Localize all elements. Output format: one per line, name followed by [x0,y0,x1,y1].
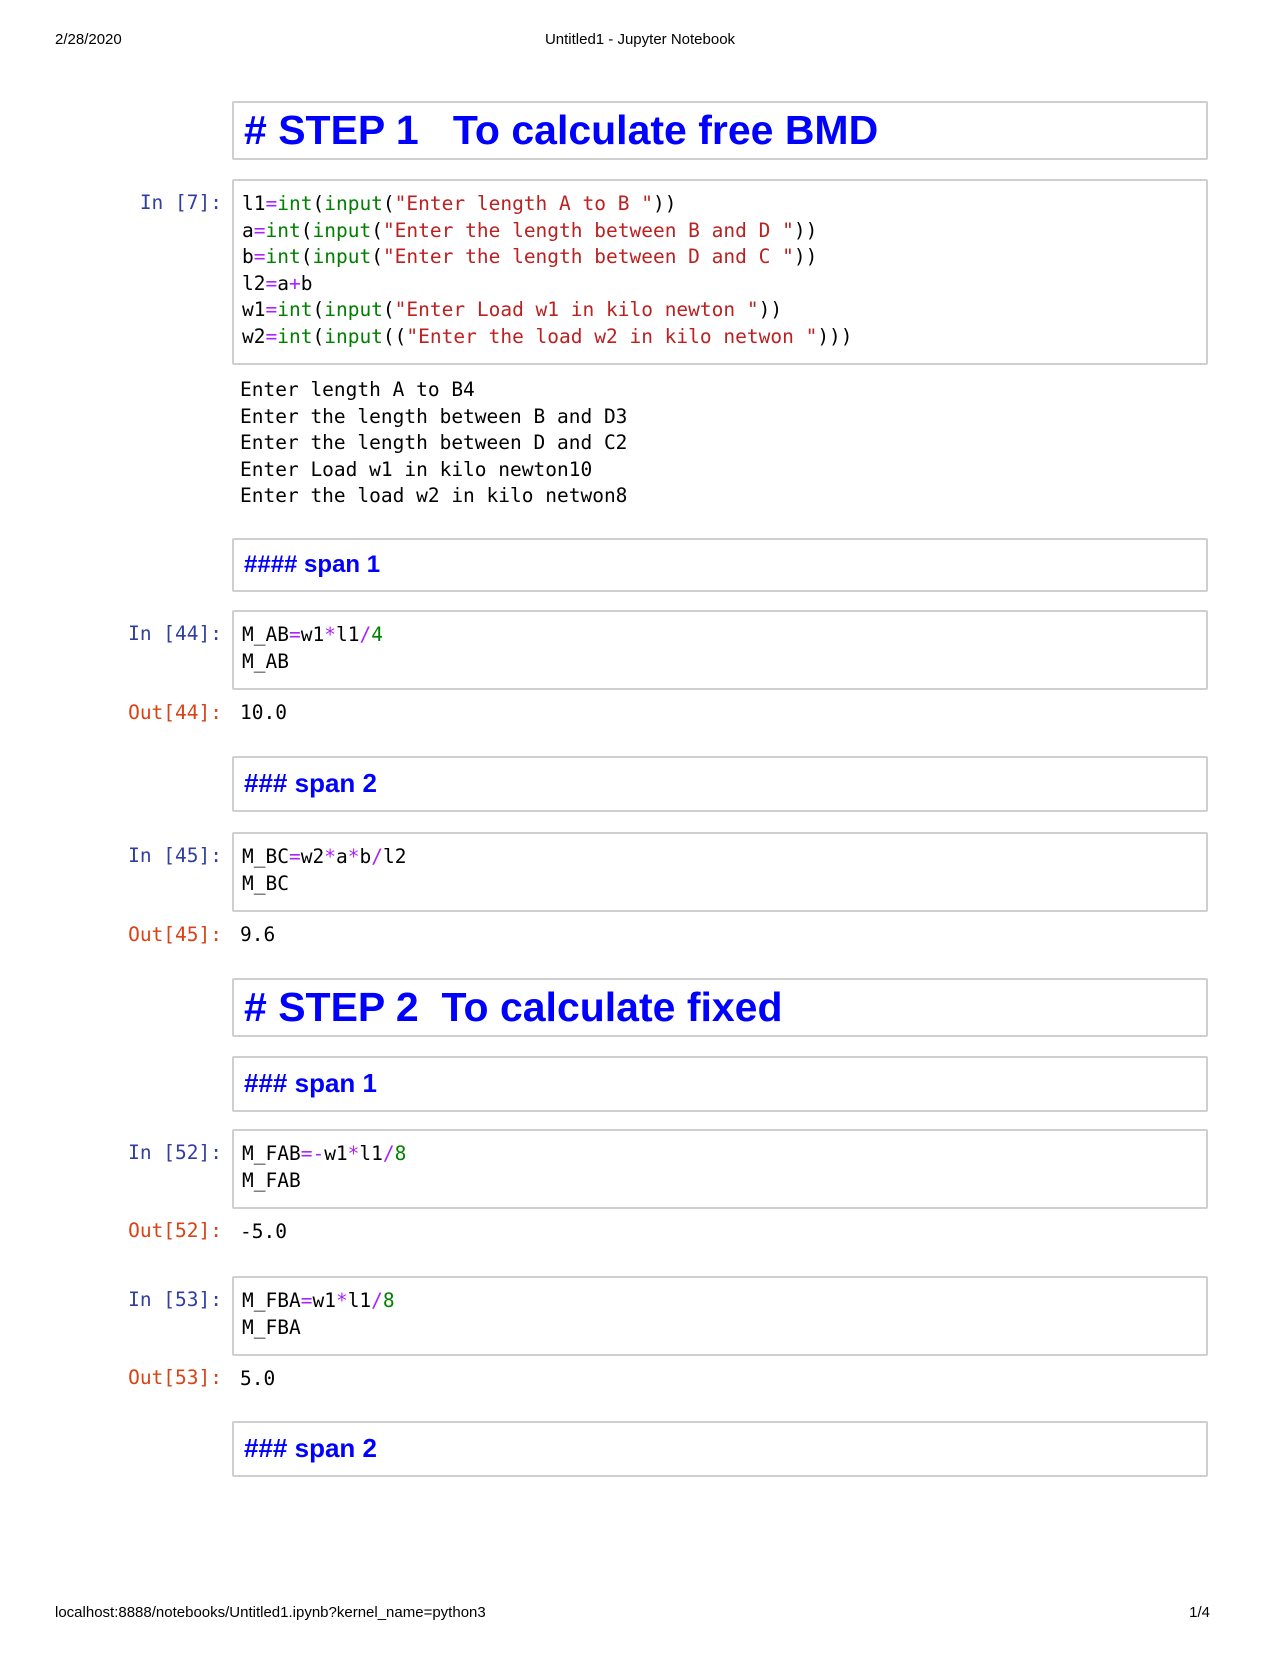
stdout-7: Enter length A to B4 Enter the length between B and D3 Enter the length between D and C2 Enter Load w1 in kilo newton10 Enter the load w2 in kilo netwon8 [240,378,628,507]
code-cell-52[interactable] [232,1129,1208,1209]
print-title: Untitled1 - Jupyter Notebook [544,31,736,48]
markdown-cell-span1-a[interactable] [232,538,1208,592]
markdown-cell-span2-b[interactable] [232,1421,1208,1477]
code-line-4: l2=a+b [242,271,313,295]
code-line-3: b=int(input("Enter the length between D and C ")) [242,245,818,268]
code-input-7[interactable] [234,181,1206,360]
code-line-6: w2=int(input(("Enter the load w2 in kilo netwon "))) [242,324,853,348]
heading-span1-b: ### span 1 [244,1068,377,1098]
markdown-cell-span1-b[interactable] [232,1056,1208,1112]
heading-span2-a: ### span 2 [244,768,377,798]
code-cell-53[interactable] [232,1276,1208,1356]
markdown-cell-step2[interactable] [232,978,1208,1037]
code-line-1: l1=int(input("Enter length A to B ")) [242,192,677,215]
output-prompt-52: Out[52]: [128,1219,222,1242]
heading-span1-a: #### span 1 [244,551,381,578]
code-input-53[interactable]: M_FBA=w1*l1/8 M_FBA [242,1289,395,1339]
code-line-5: w1=int(input("Enter Load w1 in kilo newton ")) [242,298,783,321]
output-45: 9.6 [240,923,276,946]
code-cell-44[interactable] [232,610,1208,690]
print-date: 2/28/2020 [55,31,122,48]
code-input-45[interactable]: M_BC=w2*a*b/l2 M_BC [242,845,407,895]
heading-span2-b: ### span 2 [244,1433,377,1463]
code-cell-45[interactable] [232,832,1208,912]
code-input-44[interactable]: M_AB=w1*l1/4 M_AB [242,623,383,673]
output-prompt-45: Out[45]: [128,923,222,946]
markdown-cell-span2-a[interactable] [232,756,1208,812]
output-52: -5.0 [240,1220,287,1243]
output-prompt-44: Out[44]: [128,701,222,724]
input-prompt-7: In [7]: [139,191,222,214]
output-prompt-53: Out[53]: [128,1366,222,1389]
input-prompt-45: In [45]: [128,844,222,867]
input-prompt-44: In [44]: [128,622,222,645]
output-53: 5.0 [240,1367,276,1390]
markdown-cell-step1[interactable] [232,101,1208,160]
code-line-2: a=int(input("Enter the length between B and D ")) [242,218,818,242]
output-44: 10.0 [240,701,287,724]
print-url: localhost:8888/notebooks/Untitled1.ipynb?kernel_name=python3 [55,1604,486,1621]
heading-step1: # STEP 1 To calculate free BMD [244,107,879,153]
code-cell-7[interactable] [232,179,1208,365]
code-input-52[interactable]: M_FAB=-w1*l1/8 M_FAB [242,1142,407,1192]
input-prompt-53: In [53]: [128,1288,222,1311]
print-page-number: 1/4 [1189,1604,1210,1621]
input-prompt-52: In [52]: [128,1141,222,1164]
heading-step2: # STEP 2 To calculate fixed [244,984,783,1030]
